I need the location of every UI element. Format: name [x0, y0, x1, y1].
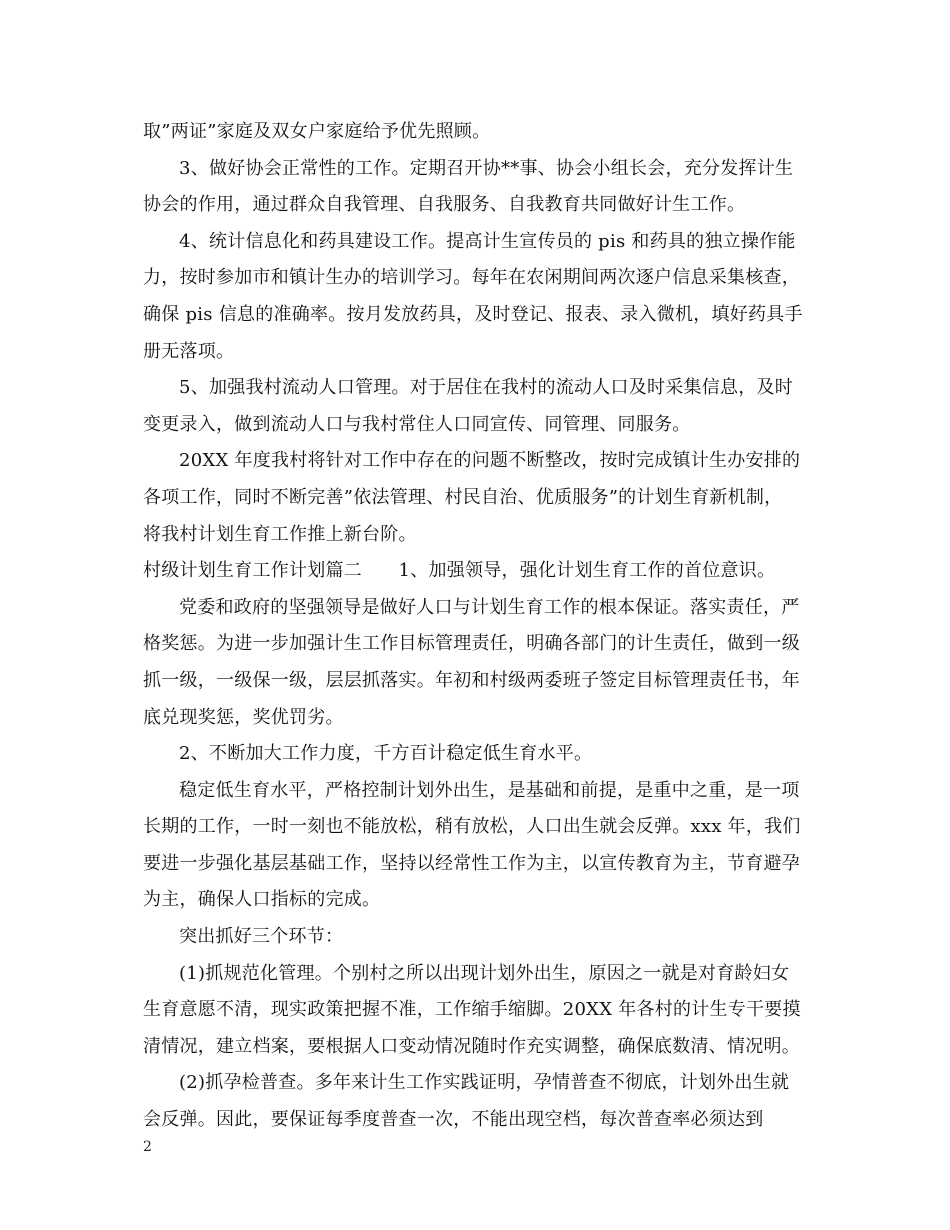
text-line: 5、加强我村流动人口管理。对于居住在我村的流动人口及时采集信息，及时 [179, 377, 793, 399]
text-line: 底兑现奖惩，奖优罚劣。 [143, 706, 344, 728]
text-line: 3、做好协会正常性的工作。定期召开协**事、协会小组长会，充分发挥计生 [179, 157, 794, 179]
document-body [143, 114, 813, 1139]
text-line: 抓一级，一级保一级，层层抓落实。年初和村级两委班子签定目标管理责任书，年 [143, 669, 800, 691]
text-line: (2)抓孕检普查。多年来计生工作实践证明，孕情普查不彻底，计划外出生就 [179, 1072, 790, 1094]
text-line: 村级计划生育工作计划篇二 1、加强领导，强化计划生育工作的首位意识。 [143, 560, 776, 582]
text-line: 稳定低生育水平，严格控制计划外出生，是基础和前提，是重中之重，是一项 [179, 779, 800, 801]
text-line: 协会的作用，通过群众自我管理、自我服务、自我教育共同做好计生工作。 [143, 194, 746, 216]
text-line: 20XX 年度我村将针对工作中存在的问题不断整改，按时完成镇计生办安排的 [179, 450, 801, 472]
text-line: 取”两证”家庭及双女户家庭给予优先照顾。 [143, 121, 491, 142]
text-line: 确保 pis 信息的准确率。按月发放药具，及时登记、报表、录入微机，填好药具手 [143, 303, 803, 325]
text-line: 力，按时参加市和镇计生办的培训学习。每年在农闲期间两次逐户信息采集核查， [143, 267, 800, 289]
text-line: 4、统计信息化和药具建设工作。提高计生宣传员的 pis 和药具的独立操作能 [179, 230, 796, 252]
text-line: 要进一步强化基层基础工作，坚持以经常性工作为主，以宣传教育为主，节育避孕 [143, 852, 800, 874]
text-line: 将我村计划生育工作推上新台阶。 [143, 523, 417, 545]
text-line: 为主，确保人口指标的完成。 [143, 889, 381, 911]
text-line: 突出抓好三个环节： [179, 926, 344, 948]
text-line: 册无落项。 [143, 340, 235, 362]
text-line: 长期的工作，一时一刻也不能放松，稍有放松，人口出生就会反弹。xxx 年，我们 [143, 816, 801, 838]
text-line: 2、不断加大工作力度，千方百计稳定低生育水平。 [179, 743, 593, 765]
text-line: 各项工作，同时不断完善”依法管理、村民自治、优质服务”的计划生育新机制， [143, 486, 783, 508]
page-number: 2 [143, 1139, 152, 1155]
text-line: (1)抓规范化管理。个别村之所以出现计划外出生，原因之一就是对育龄妇女 [179, 962, 790, 984]
text-line: 格奖惩。为进一步加强计生工作目标管理责任，明确各部门的计生责任，做到一级 [143, 633, 800, 655]
text-line: 党委和政府的坚强领导是做好人口与计划生育工作的根本保证。落实责任，严 [179, 596, 800, 618]
text-line: 变更录入，做到流动人口与我村常住人口同宣传、同管理、同服务。 [143, 413, 691, 435]
text-line: 清情况，建立档案，要根据人口变动情况随时作充实调整，确保底数清、情况明。 [143, 1035, 800, 1057]
text-line: 生育意愿不清，现实政策把握不准，工作缩手缩脚。20XX 年各村的计生专干要摸 [143, 999, 801, 1021]
text-line: 会反弹。因此，要保证每季度普查一次，不能出现空档，每次普查率必须达到 [143, 1109, 764, 1131]
